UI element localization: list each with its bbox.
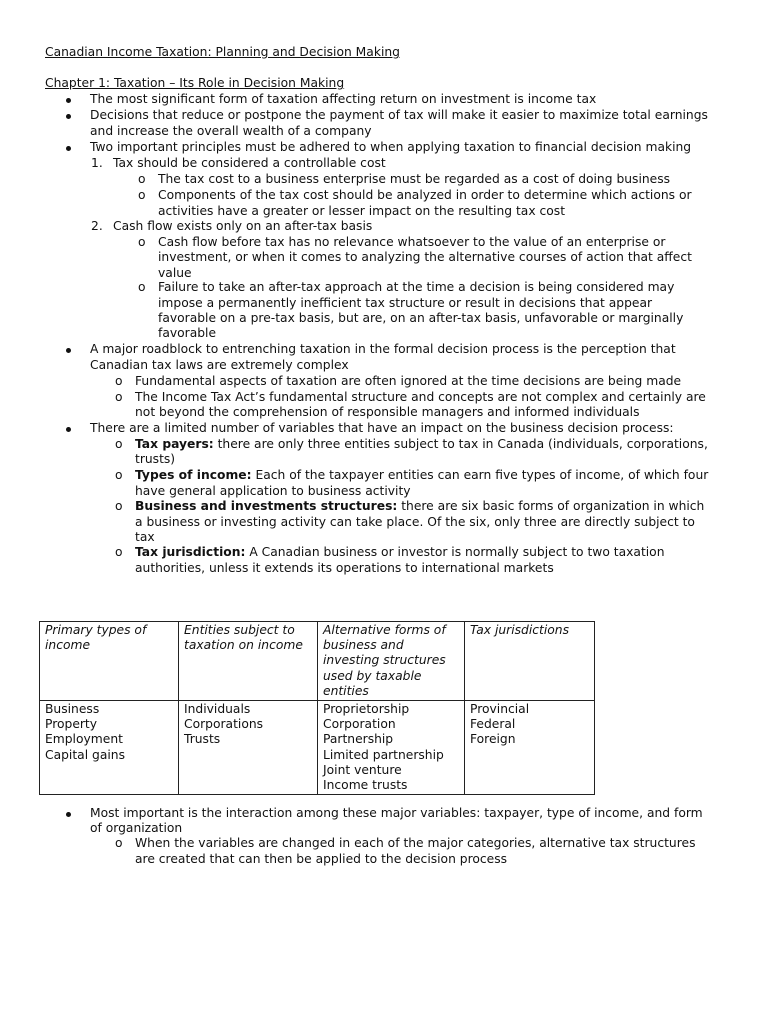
bullet-text: Most important is the interaction among these major variables: taxpayer, type of income, and form	[90, 806, 703, 820]
sub-bullet-text: authorities, unless it extends its operations to international markets	[135, 561, 554, 575]
bullet-text: and increase the overall wealth of a company	[90, 124, 372, 138]
list-number: 1.	[91, 156, 103, 170]
bullet-text: Canadian tax laws are extremely complex	[90, 358, 349, 372]
sub-bullet-marker: o	[138, 188, 146, 202]
sub-bullet-text: favorable	[158, 326, 217, 340]
variable-label: Tax payers:	[135, 437, 214, 451]
sub-bullet-text: Components of the tax cost should be analyzed in order to determine which actions or	[158, 188, 692, 202]
bullet-text: A major roadblock to entrenching taxation in the formal decision process is the perception that	[90, 342, 676, 356]
sub-bullet-text: not beyond the comprehension of responsible managers and informed individuals	[135, 405, 640, 419]
table-row	[40, 701, 595, 795]
cell-structures: Proprietorship Corporation Partnership Limited partnership Joint venture Income trusts	[318, 701, 465, 795]
bullet-marker	[66, 348, 71, 353]
cell-entities: Individuals Corporations Trusts	[179, 701, 318, 795]
bullet-marker	[66, 146, 71, 151]
sub-bullet-marker: o	[115, 545, 123, 559]
variable-description: A Canadian business or investor is normally subject to two taxation	[245, 545, 665, 559]
variables-table	[39, 621, 595, 795]
sub-bullet-text: activities have a greater or lesser impact on the resulting tax cost	[158, 204, 566, 218]
sub-bullet-marker: o	[138, 172, 146, 186]
sub-bullet-text: Failure to take an after-tax approach at the time a decision is being considered may	[158, 280, 675, 294]
variable-label: Types of income:	[135, 468, 252, 482]
sub-bullet-text: The Income Tax Act’s fundamental structure and concepts are not complex and certainly are	[135, 390, 706, 404]
sub-bullet-text: tax	[135, 530, 155, 544]
variable-label: Tax jurisdiction:	[135, 545, 246, 559]
sub-bullet-marker: o	[115, 836, 123, 850]
sub-bullet-text: are created that can then be applied to the decision process	[135, 852, 508, 866]
sub-bullet-marker: o	[138, 235, 146, 249]
cell-income-types: Business Property Employment Capital gains	[40, 701, 179, 795]
table-header-row	[40, 622, 595, 701]
sub-bullet-text: have general application to business activity	[135, 484, 411, 498]
sub-bullet-text: investment, or when it comes to analyzing the alternative courses of action that affect	[158, 250, 692, 264]
variable-item	[135, 437, 708, 452]
variable-description: there are only three entities subject to tax in Canada (individuals, corporations,	[213, 437, 708, 451]
bullet-text: of organization	[90, 821, 183, 835]
sub-bullet-text: Cash flow before tax has no relevance whatsoever to the value of an enterprise or	[158, 235, 666, 249]
bullet-text: Two important principles must be adhered to when applying taxation to financial decision making	[90, 140, 692, 154]
numbered-item-text: Tax should be considered a controllable cost	[113, 156, 386, 170]
bullet-marker	[66, 812, 71, 817]
sub-bullet-marker: o	[115, 468, 123, 482]
bullet-marker	[66, 114, 71, 119]
sub-bullet-text: trusts)	[135, 452, 176, 466]
header-structures: Alternative forms of business and investing structures used by taxable entities	[318, 622, 465, 701]
sub-bullet-text: impose a permanently inefficient tax structure or result in decisions that appear	[158, 296, 653, 310]
bullet-text: Decisions that reduce or postpone the payment of tax will make it easier to maximize total earnings	[90, 108, 708, 122]
bullet-marker	[66, 98, 71, 103]
variable-item	[135, 545, 665, 560]
sub-bullet-marker: o	[138, 280, 146, 294]
header-income-types: Primary types of income	[40, 622, 179, 701]
document-title: Canadian Income Taxation: Planning and Decision Making	[45, 45, 400, 59]
bullet-text: The most significant form of taxation affecting return on investment is income tax	[90, 92, 597, 106]
chapter-heading: Chapter 1: Taxation – Its Role in Decision Making	[45, 76, 345, 90]
list-number: 2.	[91, 219, 103, 233]
sub-bullet-text: The tax cost to a business enterprise must be regarded as a cost of doing business	[158, 172, 671, 186]
variable-description: there are six basic forms of organization in which	[397, 499, 705, 513]
sub-bullet-text: Fundamental aspects of taxation are often ignored at the time decisions are being made	[135, 374, 682, 388]
sub-bullet-marker: o	[115, 390, 123, 404]
variable-label: Business and investments structures:	[135, 499, 398, 513]
bullet-text: There are a limited number of variables that have an impact on the business decision process:	[90, 421, 674, 435]
sub-bullet-marker: o	[115, 499, 123, 513]
sub-bullet-marker: o	[115, 437, 123, 451]
header-jurisdictions: Tax jurisdictions	[465, 622, 595, 701]
numbered-item-text: Cash flow exists only on an after-tax basis	[113, 219, 373, 233]
variable-item	[135, 468, 708, 483]
variable-description: Each of the taxpayer entities can earn five types of income, of which four	[251, 468, 709, 482]
sub-bullet-text: value	[158, 266, 192, 280]
variable-item	[135, 499, 704, 514]
header-entities: Entities subject to taxation on income	[179, 622, 318, 701]
sub-bullet-marker: o	[115, 374, 123, 388]
sub-bullet-text: a business or investing activity can take place. Of the six, only three are directly subject to	[135, 515, 695, 529]
bullet-marker	[66, 427, 71, 432]
sub-bullet-text: When the variables are changed in each of the major categories, alternative tax structures	[135, 836, 696, 850]
cell-jurisdictions: Provincial Federal Foreign	[465, 701, 595, 795]
sub-bullet-text: favorable on a pre-tax basis, but are, on an after-tax basis, unfavorable or marginally	[158, 311, 684, 325]
